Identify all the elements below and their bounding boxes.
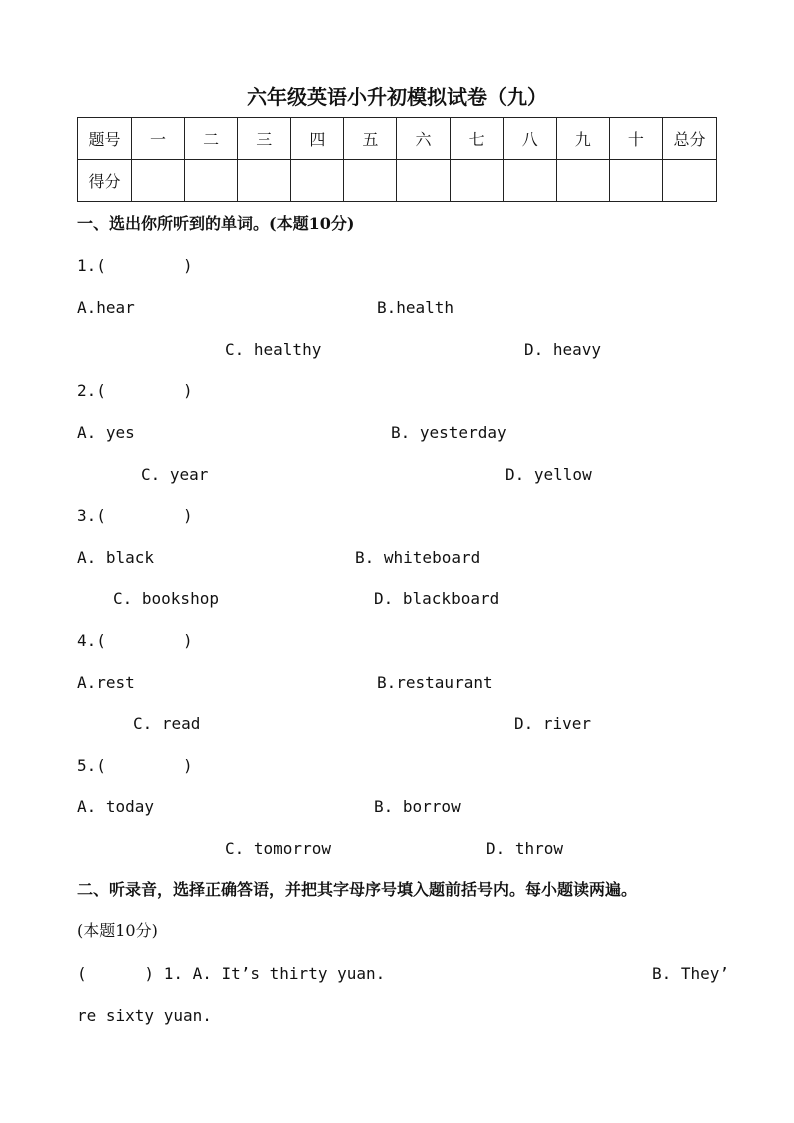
page-title: 六年级英语小升初模拟试卷（九） [247,85,547,109]
option-b: B. yesterday [391,423,507,442]
section2-question-1: ( ) 1. A. It’s thirty yuan. [77,964,386,983]
score-table-header-cell: 六 [397,118,450,160]
score-table-header-cell: 七 [450,118,503,160]
question-number: 5.( ) [77,756,193,775]
option-a: A. yes [77,423,135,442]
option-d: D. blackboard [374,589,500,608]
option-b: B.health [377,298,455,317]
question-number: 4.( ) [77,631,193,650]
score-cell[interactable] [238,160,291,202]
option-a: A. today [77,797,155,816]
question-number: 3.( ) [77,506,193,525]
section2-option-b: B. They’ [652,964,730,983]
option-c: C. year [141,465,209,484]
score-table-header-row [78,118,717,160]
score-table-header-cell: 十 [609,118,662,160]
score-table-header-cell: 五 [344,118,397,160]
option-a: A. black [77,548,155,567]
option-a: A.rest [77,673,135,692]
option-c: C. read [133,714,201,733]
option-a: A.hear [77,298,135,317]
option-d: D. yellow [505,465,592,484]
section2-heading: 二、听录音，选择正确答语，并把其字母序号填入题前括号内。每小题读两遍。 [77,880,638,899]
score-cell[interactable] [344,160,397,202]
score-table-header-cell: 题号 [78,118,132,160]
score-cell[interactable] [450,160,503,202]
score-cell[interactable] [397,160,450,202]
option-c: C. bookshop [113,589,219,608]
section2-heading-score: (本题10分) [77,921,158,940]
score-table-header-cell: 四 [291,118,344,160]
score-table [77,117,717,202]
score-cell[interactable] [503,160,556,202]
score-row-label: 得分 [78,160,132,202]
score-table-header-cell: 九 [556,118,609,160]
option-c: C. healthy [225,340,322,359]
score-table-score-row [78,160,717,202]
score-cell[interactable] [132,160,185,202]
option-b: B. borrow [374,797,461,816]
option-b: B.restaurant [377,673,493,692]
score-cell[interactable] [609,160,662,202]
option-c: C. tomorrow [225,839,331,858]
option-d: D. throw [486,839,564,858]
score-cell[interactable] [291,160,344,202]
section2-option-b-continued: re sixty yuan. [77,1006,212,1025]
option-d: D. river [514,714,592,733]
score-cell[interactable] [663,160,717,202]
score-cell[interactable] [185,160,238,202]
option-d: D. heavy [524,340,602,359]
score-table-header-cell: 八 [503,118,556,160]
score-table-header-cell: 一 [132,118,185,160]
score-cell[interactable] [556,160,609,202]
score-table-header-cell: 总分 [663,118,717,160]
section1-heading: 一、选出你所听到的单词。(本题10分) [77,214,355,233]
score-table-header-cell: 三 [238,118,291,160]
option-b: B. whiteboard [355,548,481,567]
question-number: 2.( ) [77,381,193,400]
question-number: 1.( ) [77,256,193,275]
score-table-header-cell: 二 [185,118,238,160]
